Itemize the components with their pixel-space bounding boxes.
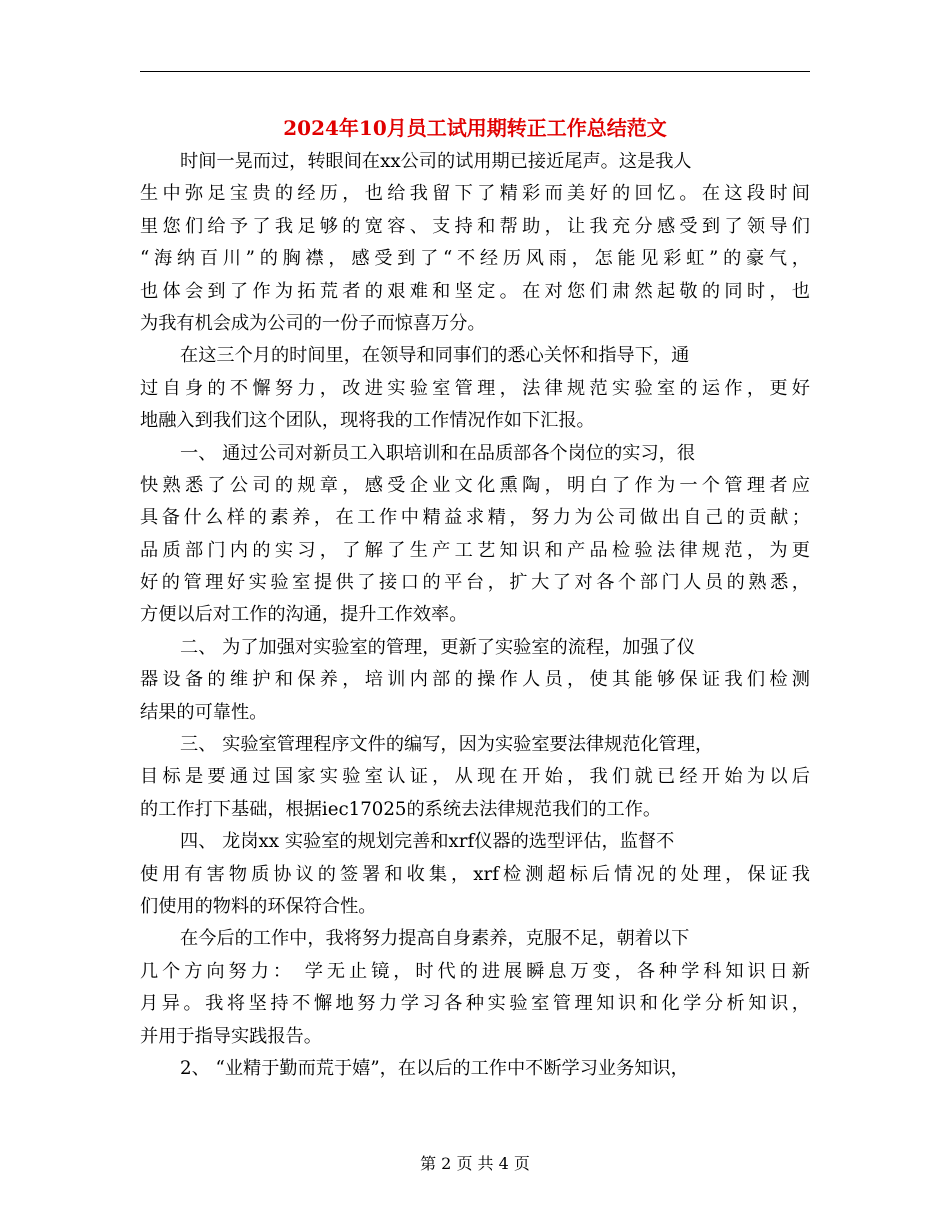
text-line: 品质部门内的实习，了解了生产工艺知识和产品检验法律规范，为更	[140, 539, 810, 561]
document-body	[140, 146, 810, 1085]
document-title: 2024年10月员工试用期转正工作总结范文	[283, 116, 667, 140]
text-line: 快熟悉了公司的规章，感受企业文化熏陶，明白了作为一个管理者应	[140, 474, 810, 496]
text-line: 在这三个月的时间里，在领导和同事们的悉心关怀和指导下，通	[180, 345, 690, 367]
text-line: 时间一晃而过，转眼间在xx公司的试用期已接近尾声。这是我人	[180, 151, 692, 172]
text-line: 并用于指导实践报告。	[140, 1025, 322, 1047]
text-line: 生中弥足宝贵的经历，也给我留下了精彩而美好的回忆。在这段时间	[140, 183, 810, 205]
text-line: 目标是要通过国家实验室认证，从现在开始，我们就已经开始为以后	[140, 766, 810, 788]
text-line: 好的管理好实验室提供了接口的平台，扩大了对各个部门人员的熟悉，	[140, 572, 810, 594]
text-line: 一、 通过公司对新员工入职培训和在品质部各个岗位的实习，很	[180, 442, 696, 464]
text-line: 们使用的物料的环保符合性。	[140, 895, 377, 917]
text-line: 月异。我将坚持不懈地努力学习各种实验室管理知识和化学分析知识，	[140, 993, 810, 1015]
header-rule	[140, 71, 810, 72]
text-line: 使用有害物质协议的签署和收集，xrf检测超标后情况的处理，保证我	[140, 863, 810, 885]
text-line: 里您们给予了我足够的宽容、支持和帮助，让我充分感受到了领导们	[140, 215, 810, 237]
text-line: 的工作打下基础，根据iec17025的系统去法律规范我们的工作。	[140, 798, 662, 820]
text-line: 二、 为了加强对实验室的管理，更新了实验室的流程，加强了仪	[180, 636, 696, 658]
text-line: 结果的可靠性。	[140, 701, 268, 723]
text-line: 也体会到了作为拓荒者的艰难和坚定。在对您们肃然起敬的同时，也	[140, 280, 810, 302]
page-number: 第 2 页 共 4 页	[420, 1154, 530, 1173]
text-line: 为我有机会成为公司的一份子而惊喜万分。	[140, 312, 486, 334]
text-line: 几个方向努力： 学无止镜，时代的进展瞬息万变，各种学科知识日新	[140, 960, 810, 982]
text-line: 具备什么样的素养，在工作中精益求精，努力为公司做出自己的贡献；	[140, 507, 810, 529]
text-line: 四、 龙岗xx 实验室的规划完善和xrf仪器的选型评估，监督不	[180, 831, 675, 853]
text-line: 2、 “业精于勤而荒于嬉”，在以后的工作中不断学习业务知识，	[180, 1057, 689, 1079]
text-line: 地融入到我们这个团队，现将我的工作情况作如下汇报。	[140, 410, 595, 432]
text-line: 器设备的维护和保养，培训内部的操作人员，使其能够保证我们检测	[140, 669, 810, 691]
text-line: 在今后的工作中，我将努力提高自身素养，克服不足，朝着以下	[180, 928, 690, 950]
text-line: 三、 实验室管理程序文件的编写，因为实验室要法律规范化管理，	[180, 734, 714, 756]
text-line: 过自身的不懈努力，改进实验室管理，法律规范实验室的运作，更好	[140, 377, 810, 399]
text-line: 方便以后对工作的沟通，提升工作效率。	[140, 604, 468, 626]
text-line: “海纳百川”的胸襟，感受到了“不经历风雨，怎能见彩虹”的豪气，	[140, 248, 810, 270]
